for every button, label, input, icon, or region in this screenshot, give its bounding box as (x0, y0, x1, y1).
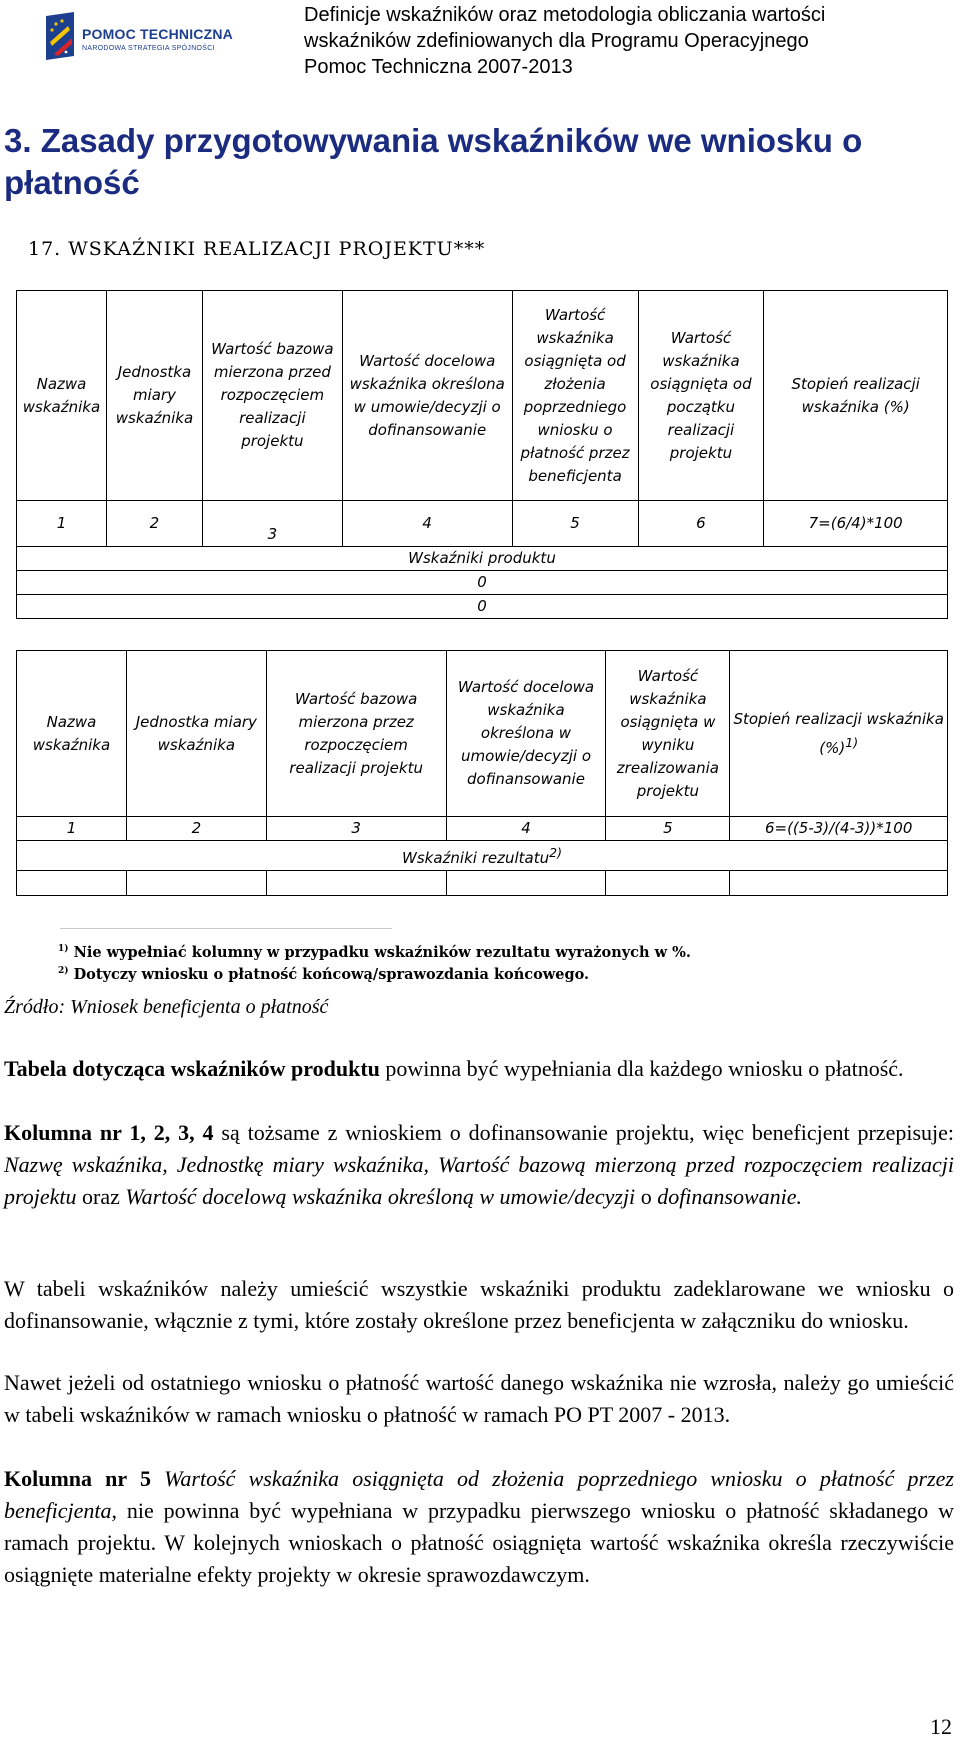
table-header-cell: Stopień realizacji wskaźnika (%) (764, 291, 948, 501)
table-row (17, 871, 948, 896)
header-title-line: Pomoc Techniczna 2007-2013 (304, 56, 573, 78)
table-cell (17, 871, 127, 896)
header-text: Stopień realizacji wskaźnika (%) (733, 709, 944, 757)
italic-text: dofinansowanie. (657, 1184, 803, 1209)
section-heading: 3. Zasady przygotowywania wskaźników we wniosku o płatność (4, 122, 863, 201)
group-label (17, 841, 948, 871)
result-indicators-table (16, 650, 948, 896)
form-section-label: 17. WSKAŹNIKI REALIZACJI PROJEKTU*** (28, 238, 486, 260)
footnote-item (58, 940, 691, 962)
table-header-cell: Wartość docelowa wskaźnika określona w umowie/decyzji o dofinansowanie (446, 651, 606, 817)
table-header-cell: Wartość wskaźnika osiągnięta od początku realizacji projektu (638, 291, 764, 501)
page-number: 12 (930, 1714, 952, 1739)
footnote-mark: 2) (58, 965, 69, 976)
paragraph (4, 1117, 954, 1213)
footnote-item (58, 962, 691, 984)
paragraph (4, 1273, 954, 1337)
logo-text: POMOC TECHNICZNA (82, 26, 233, 42)
table-cell (126, 871, 266, 896)
text: powinna być wypełniania dla każdego wniosku o płatność. (379, 1056, 904, 1081)
table-header-cell: Wartość wskaźnika osiągnięta od złożenia poprzedniego wniosku o płatność przez beneficjenta (512, 291, 638, 501)
logo-subtext: NARODOWA STRATEGIA SPÓJNOŚCI (82, 45, 215, 52)
italic-text: Wartość docelową wskaźnika określoną w umowie/decyzji (125, 1184, 636, 1209)
table-header-cell: Wartość bazowa mierzona przed rozpoczęciem realizacji projektu (202, 291, 342, 501)
footnotes (58, 940, 691, 984)
footnote-text: Nie wypełniać kolumny w przypadku wskaźników rezultatu wyrażonych w %. (73, 943, 691, 961)
table-row (17, 571, 948, 595)
column-number: 5 (606, 817, 730, 841)
column-number: 3 (266, 817, 446, 841)
group-label-text: Wskaźniki rezultatu (402, 849, 550, 867)
text: o (635, 1184, 658, 1209)
footnote-mark: 2) (549, 845, 562, 860)
text: , nie powinna być wypełniana w przypadku pierwszego wniosku o płatność składanego w ramach projektu. W kolejnych wnioskach o płatność osiągnięta wartość wskaźnika określa rzeczywiście osiągnięte materialne efekty projekty w okresie sprawozdawczym. (4, 1498, 954, 1587)
text: oraz (76, 1184, 126, 1209)
bold-text: Kolumna nr 5 (4, 1466, 151, 1491)
footnote-mark: 1) (58, 944, 69, 954)
header-title-line: Definicje wskaźników oraz metodologia obliczania wartości (304, 4, 826, 26)
bold-text: Tabela dotycząca wskaźników produktu (4, 1056, 380, 1081)
table-header-row (17, 291, 948, 501)
paragraph (4, 1367, 954, 1431)
table-cell (266, 871, 446, 896)
document-header-title (304, 2, 954, 80)
footnote-divider (60, 928, 392, 929)
column-number-row (17, 501, 948, 547)
table-header-cell: Jednostka miary wskaźnika (126, 651, 266, 817)
column-number: 4 (446, 817, 606, 841)
column-number: 4 (342, 501, 512, 547)
eu-flag-icon (44, 12, 76, 60)
table-header-cell: Nazwa wskaźnika (17, 651, 127, 817)
header-title-line: wskaźników zdefiniowanych dla Programu Operacyjnego (304, 30, 809, 52)
table-cell: 0 (17, 595, 948, 619)
pomoc-techniczna-logo (44, 12, 264, 66)
table-header-cell: Wartość docelowa wskaźnika określona w umowie/decyzji o dofinansowanie (342, 291, 512, 501)
table-header-cell: Nazwa wskaźnika (17, 291, 107, 501)
column-number: 7=(6/4)*100 (764, 501, 948, 547)
text: Nawet jeżeli od ostatniego wniosku o płatność wartość danego wskaźnika nie wzrosła, należy go umieścić w tabeli wskaźników w ramach wniosku o płatność w ramach PO PT 2007 - 2013. (4, 1370, 954, 1427)
text: są tożsame z wnioskiem o dofinansowanie projektu, więc beneficjent przepisuje: (213, 1120, 954, 1145)
column-number: 6=((5-3)/(4-3))*100 (730, 817, 948, 841)
table-header-cell: Jednostka miary wskaźnika (106, 291, 202, 501)
paragraph (4, 1463, 954, 1591)
paragraph (4, 1053, 954, 1085)
column-number: 5 (512, 501, 638, 547)
column-number: 2 (106, 501, 202, 547)
italic-text: Wartość wskaźnika osiągnięta od złożenia poprzedniego wniosku o płatność przez beneficjenta (4, 1466, 954, 1523)
source-caption: Źródło: Wniosek beneficjenta o płatność (4, 996, 329, 1018)
table-group-row (17, 547, 948, 571)
table-cell (446, 871, 606, 896)
footnote-text: Dotyczy wniosku o płatność końcową/sprawozdania końcowego. (73, 965, 590, 983)
italic-text: Nazwę wskaźnika, Jednostkę miary wskaźnika, Wartość bazową mierzoną przed rozpoczęciem realizacji projektu (4, 1152, 954, 1209)
table-cell (730, 871, 948, 896)
footnote-mark: 1) (845, 734, 859, 750)
table-cell: 0 (17, 571, 948, 595)
bold-text: Kolumna nr 1, 2, 3, 4 (4, 1120, 214, 1145)
table-header-cell: Wartość bazowa mierzona przez rozpoczęciem realizacji projektu (266, 651, 446, 817)
column-number: 1 (17, 817, 127, 841)
table-header-row (17, 651, 948, 817)
column-number: 3 (202, 501, 342, 547)
product-indicators-table (16, 290, 948, 619)
table-header-cell (730, 651, 948, 817)
group-label: Wskaźniki produktu (17, 547, 948, 571)
table-row (17, 595, 948, 619)
column-number-row (17, 817, 948, 841)
column-number: 1 (17, 501, 107, 547)
table-cell (606, 871, 730, 896)
column-number: 6 (638, 501, 764, 547)
table-group-row (17, 841, 948, 871)
column-number: 2 (126, 817, 266, 841)
text: W tabeli wskaźników należy umieścić wszystkie wskaźniki produktu zadeklarowane we wniosku o dofinansowanie, włącznie z tymi, które zostały określone przez beneficjenta w załączniku do wniosku. (4, 1276, 954, 1333)
table-header-cell: Wartość wskaźnika osiągnięta w wyniku zrealizowania projektu (606, 651, 730, 817)
